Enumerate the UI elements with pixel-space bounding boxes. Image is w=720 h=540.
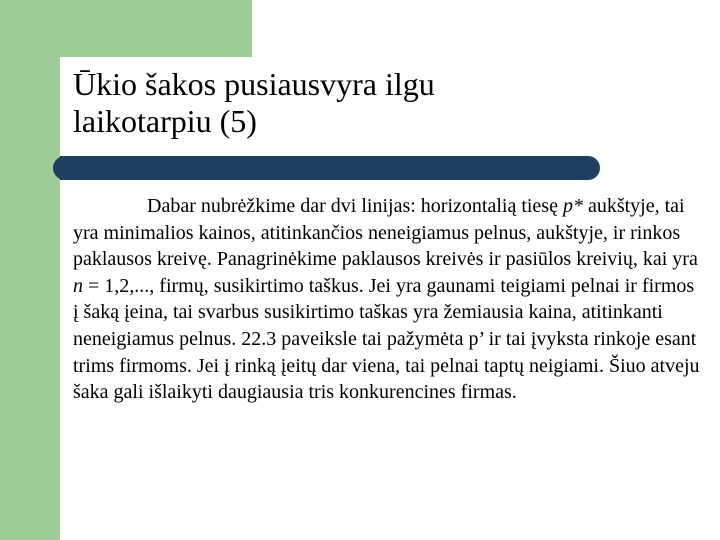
body-text-part-3: = 1,2,..., firmų, susikirtimo taškus. Jei yra gaunami teigiami pelnai ir firmos į šaką įeina, tai svarbus susikirtimo taškas yra žemiausia kaina, atitinkanti neneigiamus pelnus. 22.3 paveiksle tai pažymėta p’ ir tai įvyksta rinkoje esant trims firmoms. Jei į rinką įeitų dar viena, tai pelnai taptų neigiami. Šiuo atveju šaka gali išlaikyti daugiausia tris konkurencines firmas. bbox=[73, 274, 700, 404]
title-underline-bar-cap bbox=[53, 156, 77, 180]
body-text-part-1: Dabar nubrėžkime dar dvi linijas: horizontalią tiesę bbox=[147, 195, 563, 217]
slide-title-line-2: laikotarpiu (5) bbox=[73, 103, 257, 139]
title-underline-bar bbox=[60, 156, 600, 180]
n-symbol: n bbox=[73, 274, 83, 297]
slide-title-line-1: Ūkio šakos pusiausvyra ilgu bbox=[73, 66, 435, 102]
body-text-part-2: aukštyje, tai yra minimalios kainos, atitinkančios neneigiamus pelnus, aukštyje, ir rinkos paklausos kreivę. Panagrinėkime paklausos kreivės ir pasiūlos kreivių, kai yra bbox=[73, 195, 698, 271]
slide-title bbox=[73, 66, 593, 140]
p-star-symbol: p* bbox=[562, 195, 583, 217]
body-paragraph bbox=[73, 193, 703, 406]
